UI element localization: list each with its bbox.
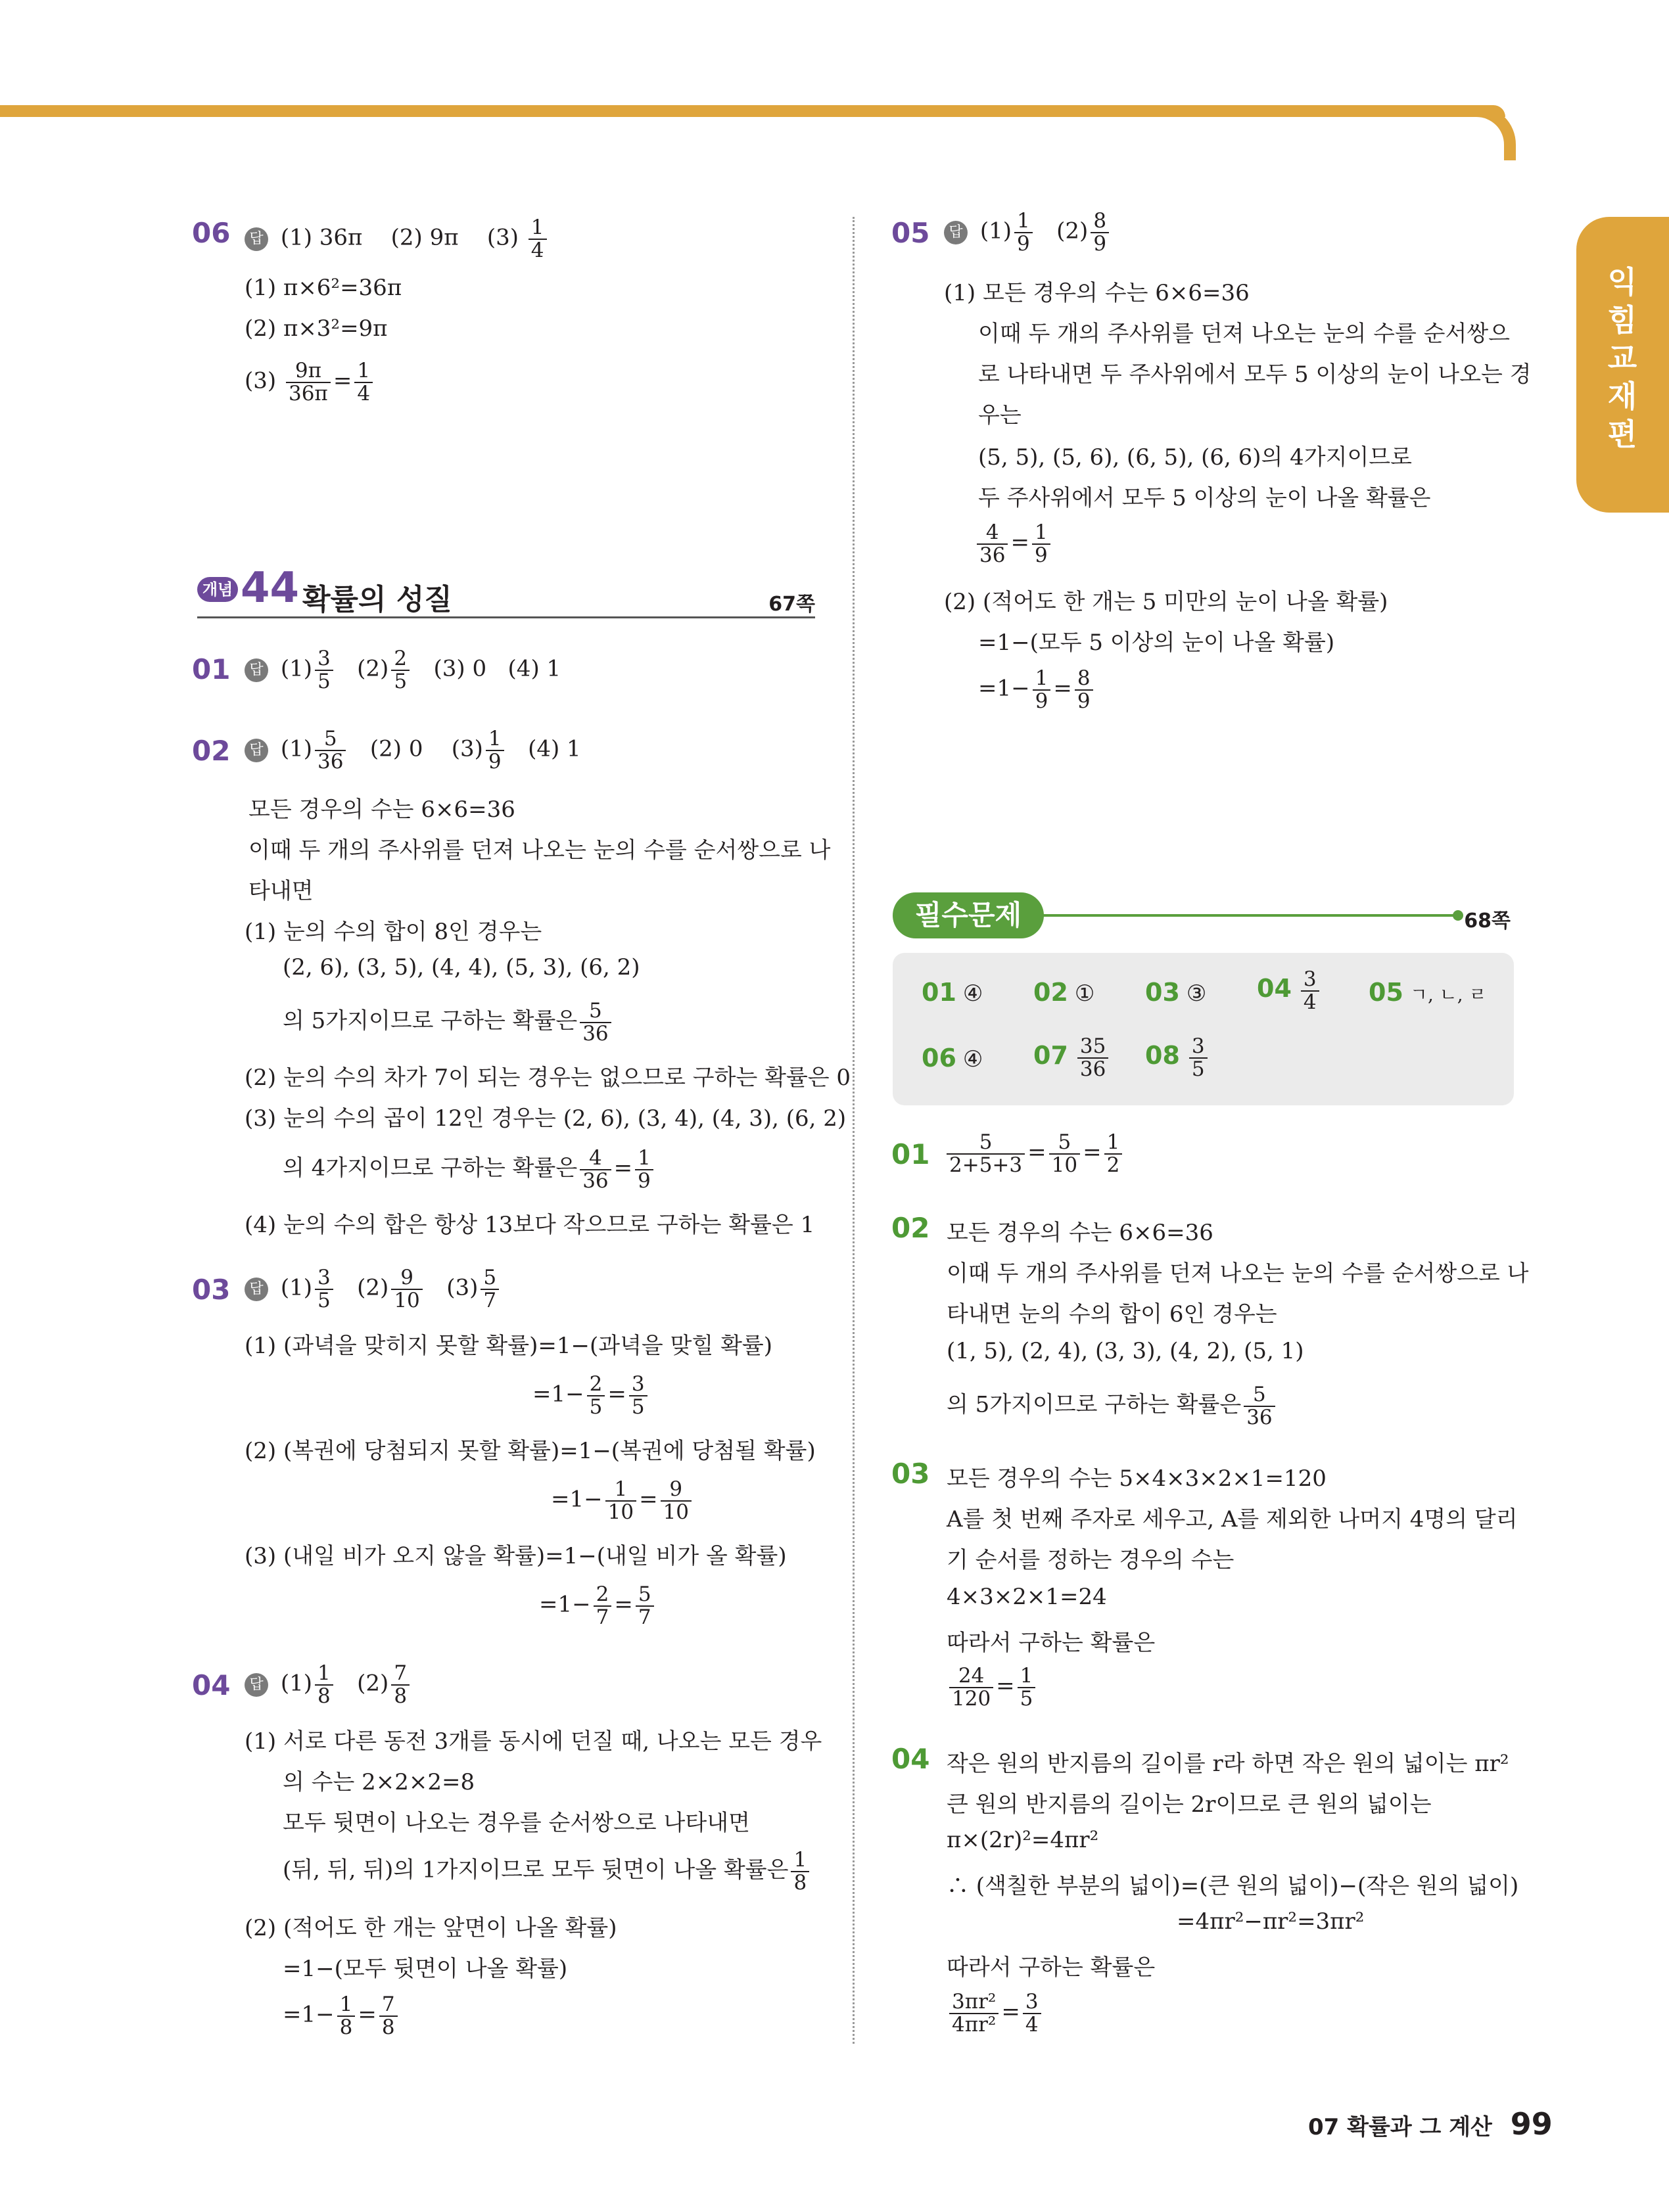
answer-part: (1) 36π: [280, 224, 363, 251]
answer-badge-icon: 답: [245, 227, 268, 251]
solution-line: $\frac{24}{120}$ = $\frac{1}{5}$: [947, 1665, 1038, 1709]
answer-item: 06 ④: [922, 1044, 983, 1072]
side-tab-label: 익힘교재편: [1607, 264, 1637, 452]
solution-line: =1− $\frac{1}{8}$ = $\frac{7}{8}$: [283, 1994, 400, 2038]
solution-line: 두 주사위에서 모두 5 이상의 눈이 나올 확률은: [978, 485, 1431, 511]
problem-number: 02: [192, 735, 231, 767]
solution-line: (2) (적어도 한 개는 앞면이 나올 확률): [245, 1915, 617, 1941]
solution-line: 이때 두 개의 주사위를 던져 나오는 눈의 수를 순서쌍으로 나: [248, 837, 831, 864]
problem-number: 03: [891, 1458, 930, 1490]
solution-line: (1) 눈의 수의 합이 8인 경우는: [245, 919, 542, 945]
page-footer: [1308, 2106, 1553, 2142]
answer-item: 01 ④: [922, 978, 983, 1007]
answer-badge-icon: 답: [245, 658, 268, 682]
solution-line: (2) π×3²=9π: [245, 315, 388, 342]
fraction: $\frac{1}{4}$: [529, 217, 547, 261]
solution-line: (2) (복권에 당첨되지 못할 확률)=1−(복권에 당첨될 확률): [245, 1438, 816, 1464]
solution-line: (4) 눈의 수의 합은 항상 13보다 작으므로 구하는 확률은 1: [245, 1212, 815, 1238]
section-title: 확률의 성질: [302, 583, 452, 616]
solution-line: 의 5가지이므로 구하는 확률은 $\frac{5}{36}$: [947, 1384, 1278, 1428]
solution-line: 모든 경우의 수는 6×6=36: [248, 796, 515, 823]
required-answers-box: [893, 953, 1514, 1105]
answer-badge-icon: 답: [245, 1278, 268, 1301]
solution-line: 4×3×2×1=24: [947, 1584, 1107, 1610]
solution-line: 로 나타내면 두 주사위에서 모두 5 이상의 눈이 나오는 경: [978, 361, 1532, 388]
answer-item: 02 ①: [1033, 978, 1095, 1007]
answer-item: 05 ㄱ, ㄴ, ㄹ: [1369, 978, 1487, 1007]
solution-line: =1− $\frac{1}{9}$ = $\frac{8}{9}$: [978, 668, 1096, 712]
answer-badge-icon: 답: [944, 221, 968, 244]
solution-line: 의 4가지이므로 구하는 확률은 $\frac{4}{36}$ = $\frac{1}{9}$: [283, 1147, 656, 1191]
solution-line: A를 첫 번째 주자로 세우고, A를 제외한 나머지 4명의 달리: [947, 1506, 1518, 1532]
solution-line: (3) 눈의 수의 곱이 12인 경우는 (2, 6), (3, 4), (4, 3), (6, 2): [245, 1105, 847, 1132]
problem-number: 02: [891, 1212, 930, 1244]
solution-line: 따라서 구하는 확률은: [947, 1954, 1156, 1981]
solution-line: 모든 경우의 수는 5×4×3×2×1=120: [947, 1465, 1327, 1492]
solution-line: (뒤, 뒤, 뒤)의 1가지이므로 모두 뒷면이 나올 확률은 $\frac{1}{8}$: [283, 1849, 812, 1893]
solution-line: 우는: [978, 402, 1022, 428]
concept-badge: 개념: [197, 577, 238, 602]
answer-part: (2) 9π: [390, 224, 459, 251]
section-header: [197, 564, 815, 618]
answer-item: 03 ③: [1145, 978, 1207, 1007]
solution-line: =1− $\frac{2}{7}$ = $\frac{5}{7}$: [539, 1584, 657, 1628]
problem-number: 04: [891, 1743, 930, 1775]
solution-line: (1) π×6²=36π: [245, 275, 402, 301]
answer-item: 08 $\frac{3}{5}$: [1145, 1036, 1210, 1080]
solution-line: =4πr²−πr²=3πr²: [1177, 1908, 1365, 1935]
solution-line: 이때 두 개의 주사위를 던져 나오는 눈의 수를 순서쌍으: [978, 321, 1511, 347]
solution-line: =1−(모두 뒷면이 나올 확률): [283, 1956, 568, 1982]
solution-line: 이때 두 개의 주사위를 던져 나오는 눈의 수를 순서쌍으로 나: [947, 1260, 1529, 1287]
solution-line: (3) (내일 비가 오지 않을 확률)=1−(내일 비가 올 확률): [245, 1543, 787, 1569]
solution-line: $\frac{5}{2+5+3}$ = $\frac{5}{10}$ = $\frac{1}{2}$: [944, 1132, 1125, 1176]
solution-line: 모든 경우의 수는 6×6=36: [947, 1220, 1213, 1246]
answer-line: [245, 217, 550, 261]
answer-item: 07 $\frac{35}{36}$: [1033, 1036, 1111, 1080]
solution-line: (1) 서로 다른 동전 3개를 동시에 던질 때, 나오는 모든 경우: [245, 1728, 822, 1755]
top-accent-bar: [0, 105, 1505, 117]
answer-part: (3): [486, 224, 519, 251]
solution-line: π×(2r)²=4πr²: [947, 1827, 1099, 1853]
solution-line: 타내면 눈의 수의 합이 6인 경우는: [947, 1301, 1277, 1327]
answer-line: 답 (1) $\frac{5}{36}$ (2) 0 (3) $\frac{1}{9}$ (4) 1: [245, 728, 581, 772]
required-problems-title: 필수문제: [893, 892, 1044, 938]
solution-line: (1, 5), (2, 4), (3, 3), (4, 2), (5, 1): [947, 1338, 1304, 1364]
solution-line: ∴ (색칠한 부분의 넓이)=(큰 원의 넓이)−(작은 원의 넓이): [947, 1873, 1519, 1899]
problem-number: 01: [192, 653, 231, 685]
solution-line: 타내면: [248, 878, 314, 904]
problem-number: 01: [891, 1138, 930, 1170]
side-chapter-tab[interactable]: [1576, 217, 1669, 513]
solution-line: 따라서 구하는 확률은: [947, 1630, 1156, 1656]
solution-line: 기 순서를 정하는 경우의 수는: [947, 1547, 1234, 1573]
column-divider: [853, 217, 855, 2044]
solution-line: (1) 모든 경우의 수는 6×6=36: [944, 280, 1250, 306]
answer-line: 답 (1) $\frac{1}{8}$ (2) $\frac{7}{8}$: [245, 1663, 412, 1707]
page-number: 99: [1510, 2106, 1553, 2142]
solution-line: 모두 뒷면이 나오는 경우를 순서쌍으로 나타내면: [283, 1810, 750, 1836]
answer-badge-icon: 답: [245, 1673, 268, 1697]
answer-line: 답 (1) $\frac{3}{5}$ (2) $\frac{9}{10}$ (3) $\frac{5}{7}$: [245, 1267, 502, 1311]
problem-number: 05: [891, 217, 930, 249]
solution-line: 의 수는 2×2×2=8: [283, 1769, 475, 1795]
solution-line: (2) 눈의 수의 차가 7이 되는 경우는 없으므로 구하는 확률은 0: [245, 1065, 851, 1091]
top-accent-curve: [1461, 105, 1516, 160]
section-number: 44: [241, 564, 300, 612]
answer-line: 답 (1) $\frac{3}{5}$ (2) $\frac{2}{5}$ (3) 0 (4) 1: [245, 648, 561, 692]
solution-line: =1−(모두 5 이상의 눈이 나올 확률): [978, 630, 1335, 656]
header-rule-dot: [1453, 910, 1463, 921]
solution-line: 작은 원의 반지름의 길이를 r라 하면 작은 원의 넓이는 πr²: [947, 1751, 1509, 1777]
solution-line: (3) $\frac{9\pi}{36\pi}$ = $\frac{1}{4}$: [245, 360, 375, 404]
solution-line: =1− $\frac{1}{10}$ = $\frac{9}{10}$: [551, 1479, 694, 1523]
section-page: 67쪽: [768, 593, 815, 616]
solution-line: (2, 6), (3, 5), (4, 4), (5, 3), (6, 2): [283, 954, 640, 980]
solution-line: (2) (적어도 한 개는 5 미만의 눈이 나올 확률): [944, 589, 1388, 615]
answer-line: 답 (1) $\frac{1}{9}$ (2) $\frac{8}{9}$: [944, 210, 1112, 254]
problem-number: 06: [192, 217, 231, 249]
solution-line: 큰 원의 반지름의 길이는 2r이므로 큰 원의 넓이는: [947, 1791, 1432, 1818]
problem-number: 03: [192, 1274, 231, 1306]
answer-badge-icon: 답: [245, 739, 268, 762]
required-problems-header: [893, 892, 1511, 938]
solution-line: =1− $\frac{2}{5}$ = $\frac{3}{5}$: [532, 1373, 650, 1417]
solution-line: $\frac{\text{3πr²}}{\text{4πr²}}$ = $\frac{3}{4}$: [947, 1991, 1044, 2035]
problem-number: 04: [192, 1669, 231, 1701]
solution-line: 의 5가지이므로 구하는 확률은 $\frac{5}{36}$: [283, 1000, 614, 1044]
solution-line: (5, 5), (5, 6), (6, 5), (6, 6)의 4가지이므로: [978, 444, 1412, 471]
section-page: 68쪽: [1464, 910, 1511, 933]
answer-item: 04 $\frac{3}{4}$: [1257, 969, 1322, 1013]
solution-line: (1) (과녁을 맞히지 못할 확률)=1−(과녁을 맞힐 확률): [245, 1333, 773, 1359]
header-rule: [1037, 914, 1458, 917]
solution-line: $\frac{4}{36}$ = $\frac{1}{9}$: [974, 522, 1053, 566]
chapter-title: 07 확률과 그 계산: [1308, 2114, 1492, 2140]
